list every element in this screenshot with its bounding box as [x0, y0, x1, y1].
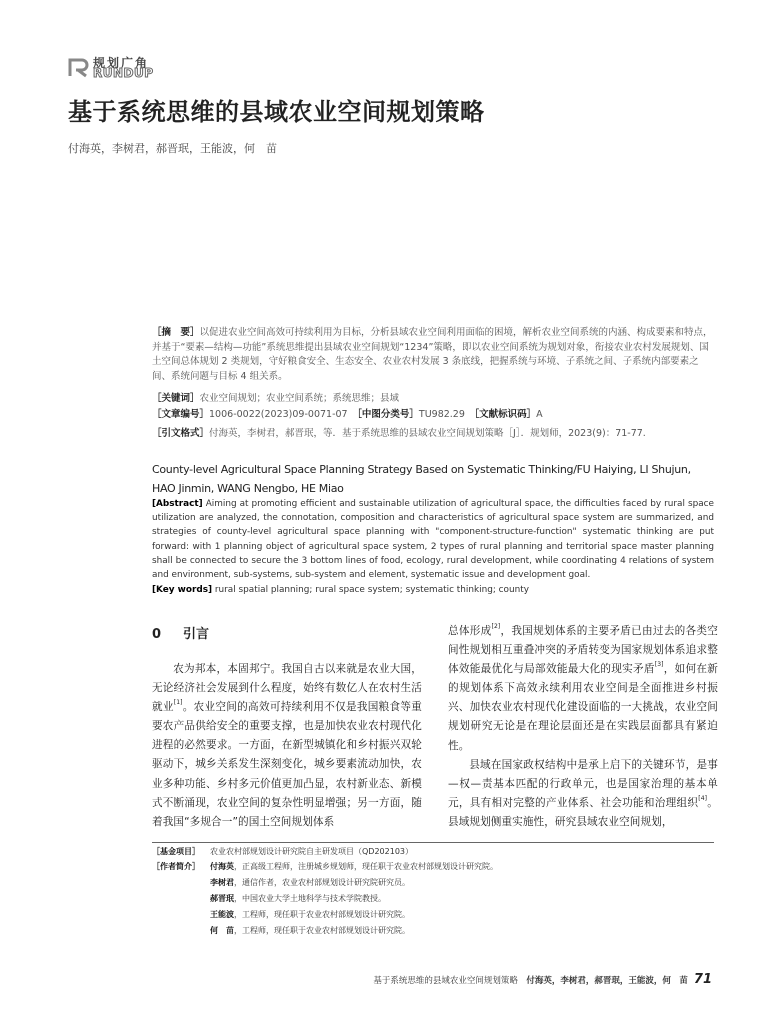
abstract-cn-text: 以促进农业空间高效可持续利用为目标，分析县域农业空间利用面临的困境，解析农业空间系统的内涵、构成要素和特点，并基于“要素—结构—功能”系统思维提出县域农业空间规划“1234”策略，即以农业空间系统为规划对象，衔接农业农村发展规划、国土空间总体规划 2 类规划，守好粮食安全、生态安全、农业农村发展 3 条底线，把握系统与环境、子系统之间、子系统内部要素之间、系统问题与目标 4 组关系。 — [152, 327, 713, 382]
section-number: 0 — [152, 627, 162, 642]
paragraph-text: 县域在国家政权结构中是承上启下的关键环节，是事—权—责基本匹配的行政单元，也是国家治理的基本单元，具有相对完整的产业体系、社会功能和治理组织 — [448, 758, 718, 809]
author-note-5 — [152, 924, 714, 938]
section-title: 引言 — [183, 627, 210, 642]
paragraph — [152, 660, 422, 832]
paragraph-text: 总体形成 — [448, 625, 492, 637]
body-column-left — [152, 660, 422, 832]
fund-note — [152, 845, 714, 859]
footer-authors: 付海英，李树君，郝晋珉，王能波，何 苗 — [526, 976, 688, 986]
paragraph-text: 农为邦本，本固邦宁。我国自古以来就是农业大国，无论经济社会发展到什么程度，始终有数亿人在农村生活就业 — [152, 663, 422, 714]
abstract-en-text: Aiming at promoting efficient and sustainable utilization of agricultural space, the difficulties faced by rural space utilization are analyzed, the connotation, composition and characteristics of agricultural space system are summarized, and strategies of county-level agricultural space planning with "component-structure-function" systematic thinking are put forward: with 1 planning object of agricultural space system, 2 types of rural planning and territorial space master planning shall be connected to secure the 3 bottom lines of food, ecology, rural development, while coordinating 4 relations of system and environment, sub-systems, sub-system and element, systematic issue and development goal. — [152, 499, 714, 581]
keywords-cn — [152, 392, 714, 407]
author-note-2 — [152, 876, 714, 890]
cite-label: ［引文格式］ — [152, 428, 210, 439]
author-desc: ，正高级工程师，注册城乡规划师，现任职于农业农村部规划设计研究院。 — [234, 862, 498, 871]
keywords-cn-label: ［关键词］ — [152, 393, 200, 404]
author-note-3 — [152, 892, 714, 906]
article-meta — [152, 408, 714, 423]
logo-mark-icon — [68, 56, 90, 78]
reference-mark[interactable]: [4] — [698, 794, 708, 802]
paragraph-text: ，如何在新的规划体系下高效永续利用农业空间是全面推进乡村振兴、加快农业农村现代化建设面临的一大挑战，农业空间规划研究无论是在理论层面还是在实践层面都具有紧迫性。 — [448, 663, 719, 752]
keywords-en-text: rural spatial planning; rural space system; systematic thinking; county — [214, 585, 529, 595]
reference-mark[interactable]: [1] — [173, 699, 183, 707]
body-column-right — [448, 622, 718, 832]
paragraph-text: 。县域规划侧重实施性，研究县域农业空间规划， — [448, 796, 718, 828]
journal-logo — [68, 52, 188, 82]
section-heading — [152, 623, 209, 642]
author-name: 王能波 — [210, 910, 234, 919]
reference-mark[interactable]: [2] — [491, 623, 501, 630]
author-name: 郝晋珉 — [210, 894, 234, 903]
fund-label: ［基金项目］ — [152, 847, 200, 856]
page-footer — [373, 972, 712, 987]
logo-en-text: RUNDUP — [93, 66, 154, 80]
class-no: TU982.29 — [418, 409, 465, 420]
author-note-1 — [152, 860, 714, 874]
fund-text: 农业农村部规划设计研究院自主研发项目（QD202103） — [210, 847, 413, 856]
author-list: 付海英，李树君，郝晋珉，王能波，何 苗 — [68, 142, 277, 155]
keywords-en-label: [Key words] — [152, 585, 213, 595]
logo-cn-text: 规划广角 — [93, 56, 150, 70]
paragraph-text: ，我国规划体系的主要矛盾已由过去的各类空间性规划相互重叠冲突的矛盾转变为国家规划体系追求整体效能最优化与局部效能最大化的现实矛盾 — [448, 625, 718, 676]
citation-format — [152, 427, 714, 442]
author-desc: ，工程师，现任职于农业农村部规划设计研究院。 — [234, 926, 410, 935]
author-note-4 — [152, 908, 714, 922]
author-desc: ，中国农业大学土地科学与技术学院教授。 — [234, 894, 386, 903]
author-desc: ，工程师，现任职于农业农村部规划设计研究院。 — [234, 910, 410, 919]
abstract-cn-label: ［摘 要］ — [152, 327, 200, 338]
footnote-divider — [152, 842, 714, 843]
author-intro-label: ［作者简介］ — [152, 862, 200, 871]
page-number: 71 — [693, 972, 712, 987]
abstract-cn — [152, 326, 714, 384]
author-name: 李树君 — [210, 878, 234, 887]
author-name: 付海英 — [210, 862, 234, 871]
english-title: County-level Agricultural Space Planning Strategy Based on Systematic Thinking/FU Haiying, LI Shujun, HAO Jinmin, WANG Nengbo, HE Miao — [152, 463, 691, 495]
article-title: 基于系统思维的县域农业空间规划策略 — [68, 98, 485, 126]
author-desc: ，通信作者，农业农村部规划设计研究院研究员。 — [234, 878, 410, 887]
class-no-label: ［中图分类号］ — [357, 409, 419, 420]
article-no: 1006-0022(2023)09-0071-07 — [209, 409, 348, 420]
abstract-en-label: [Abstract] — [152, 499, 203, 509]
article-no-label: ［文章编号］ — [152, 409, 210, 420]
paragraph — [448, 756, 718, 832]
cite-text: 付海英，李树君，郝晋珉，等．基于系统思维的县域农业空间规划策略［J］．规划师，2023(9)：71-77. — [209, 428, 646, 439]
footer-title: 基于系统思维的县域农业空间规划策略 — [373, 976, 518, 986]
doc-code: A — [536, 409, 543, 420]
keywords-en — [152, 583, 714, 597]
paragraph — [448, 622, 718, 756]
reference-mark[interactable]: [3] — [654, 661, 664, 669]
keywords-cn-text: 农业空间规划；农业空间系统；系统思维；县域 — [199, 393, 400, 404]
doc-code-label: ［文献标识码］ — [474, 409, 537, 420]
abstract-en — [152, 497, 714, 582]
paragraph-text: 。农业空间的高效可持续利用不仅是我国粮食等重要农产品供给安全的重要支撑，也是加快农业农村现代化进程的必然要求。一方面，在新型城镇化和乡村振兴双轮驱动下，城乡关系发生深刻变化，城乡要素流动加快，农业多种功能、乡村多元价值更加凸显，农村新业态、新模式不断涌现，农业空间的复杂性明显增强；另一方面，随着我国“多规合一”的国土空间规划体系 — [152, 701, 422, 828]
author-name: 何 苗 — [210, 926, 234, 935]
